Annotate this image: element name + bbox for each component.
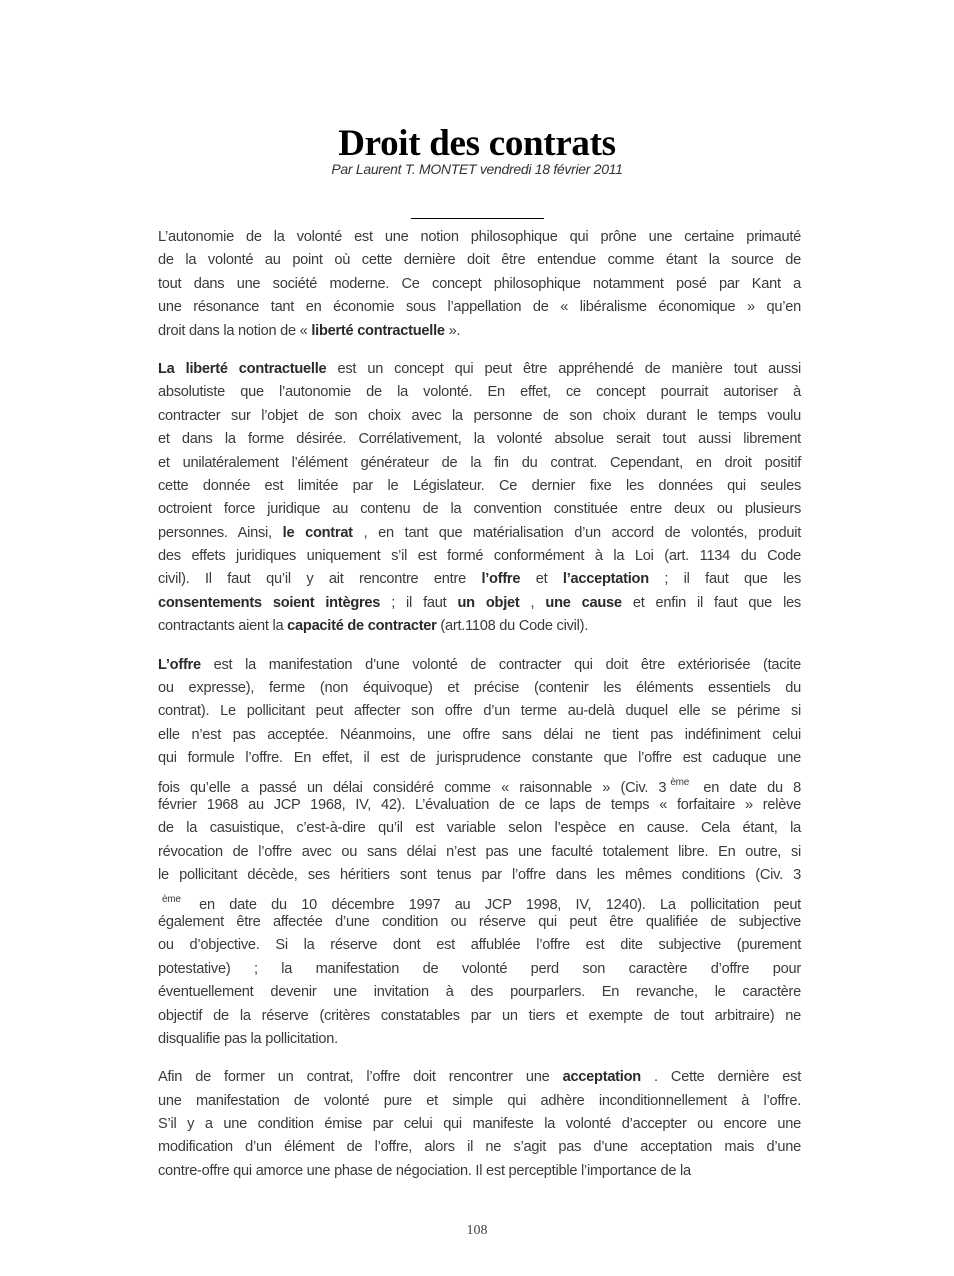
bold-term: une cause	[545, 594, 622, 611]
text-line	[158, 320, 801, 343]
text-segment: disqualifie pas la pollicitation.	[158, 1030, 338, 1047]
text-line	[158, 981, 801, 1004]
title-divider	[411, 218, 544, 219]
text-segment: , en tant que matérialisation d’un accord de volontés, produit	[352, 524, 801, 541]
text-line	[158, 677, 801, 700]
text-segment: de la casuistique, c’est-à-dire qu’il est variable selon l’espèce en cause. Cela étant, la	[158, 820, 801, 837]
text-segment: des effets juridiques uniquement s’il est formé conformément à la Loi (art. 1134 du Code	[158, 548, 801, 565]
text-segment: éventuellement devenir une invitation à des pourparlers. En revanche, le caractère	[158, 984, 801, 1001]
text-segment: L’autonomie de la volonté est une notion philosophique qui prône une certaine primauté	[158, 229, 801, 245]
text-segment: . Cette dernière est	[640, 1069, 801, 1086]
text-segment: modification d’un élément de l’offre, alors il ne s’agit pas d’une acceptation mais d’une	[158, 1139, 801, 1156]
text-line	[158, 249, 801, 272]
text-line	[158, 273, 801, 296]
text-segment: révocation de l’offre avec ou sans délai n’est pas une faculté totalement libre. En outre, si	[158, 843, 801, 860]
text-segment: contracter sur l’objet de son choix avec la personne de son choix durant le temps voulu	[158, 407, 801, 424]
text-line	[158, 888, 801, 911]
text-line	[158, 724, 801, 747]
article-body	[158, 226, 801, 1198]
text-segment: et dans la forme désirée. Corrélativement, la volonté absolue serait tout aussi librement	[158, 431, 801, 448]
text-line	[158, 226, 801, 249]
text-line	[158, 475, 801, 498]
text-line	[158, 1028, 801, 1051]
bold-term: capacité de contracter	[287, 618, 437, 635]
bold-term: l’acceptation	[562, 571, 649, 588]
text-line	[158, 700, 801, 723]
paragraph	[158, 654, 801, 1052]
text-line	[158, 817, 801, 840]
text-line	[158, 841, 801, 864]
page-number: 108	[466, 1223, 488, 1238]
text-segment: objectif de la réserve (critères constatables par un tiers et exempte de tout arbitraire) ne	[158, 1007, 801, 1024]
text-segment: civil). Il faut qu’il y ait rencontre entre	[158, 571, 482, 588]
text-segment: Afin de former un contrat, l’offre doit rencontrer une	[158, 1069, 563, 1086]
text-segment: absolutiste que l’autonomie de la volonté. En effet, ce concept pourrait autoriser à	[158, 384, 801, 401]
text-segment: ».	[444, 322, 461, 339]
text-segment: également être affectée d’une condition ou réserve qui peut être qualifiée de subjective	[158, 913, 801, 930]
text-line	[158, 498, 801, 521]
text-line	[158, 911, 801, 934]
text-segment: ,	[519, 594, 546, 611]
text-line	[158, 405, 801, 428]
text-segment: une résonance tant en économie sous l’appellation de « libéralisme économique » qu’en	[158, 299, 801, 316]
text-segment: droit dans la notion de «	[158, 322, 312, 339]
text-segment: personnes. Ainsi,	[158, 524, 283, 541]
text-segment: elle n’est pas acceptée. Néanmoins, une offre sans délai ne tient pas indéfiniment celui	[158, 726, 801, 743]
text-segment: et	[520, 571, 563, 588]
bold-term: L’offre	[158, 656, 201, 673]
text-line	[158, 1160, 801, 1183]
article-byline: Par Laurent T. MONTET vendredi 18 février 2011	[331, 161, 623, 177]
text-segment: octroient force juridique au contenu de la convention constituée entre deux ou plusieurs	[158, 501, 801, 518]
text-line	[158, 452, 801, 475]
text-line	[158, 381, 801, 404]
paragraph	[158, 226, 801, 343]
text-segment: ; il faut que les	[648, 571, 801, 588]
text-line	[158, 934, 801, 957]
text-line	[158, 864, 801, 887]
article-title: Droit des contrats	[338, 123, 616, 164]
paragraph	[158, 1066, 801, 1183]
bold-term: consentements soient intègres	[158, 594, 381, 611]
text-line	[158, 358, 801, 381]
paragraph	[158, 358, 801, 639]
text-line	[158, 771, 801, 794]
text-line	[158, 522, 801, 545]
bold-term: acceptation	[562, 1069, 641, 1086]
text-segment: le pollicitant décède, ses héritiers sont tenus par l’offre dans les mêmes conditions (Civ. 3	[158, 867, 801, 884]
text-line	[158, 428, 801, 451]
text-line	[158, 545, 801, 568]
superscript: ème	[670, 776, 690, 788]
text-line	[158, 296, 801, 319]
text-segment: contractants aient la	[158, 618, 288, 635]
text-segment: fois qu’elle a passé un délai considéré comme « raisonnable » (Civ. 3	[158, 779, 667, 796]
text-segment: ; il faut	[380, 594, 458, 611]
text-line	[158, 1005, 801, 1028]
text-line	[158, 958, 801, 981]
text-segment: contre-offre qui amorce une phase de négociation. Il est perceptible l’importance de la	[158, 1162, 691, 1179]
text-segment: est un concept qui peut être appréhendé de manière tout aussi	[326, 360, 801, 377]
text-segment: en date du 8	[693, 779, 801, 796]
text-segment: (art.1108 du Code civil).	[436, 618, 589, 635]
text-line	[158, 1113, 801, 1136]
text-segment: cette donnée est limitée par le Législateur. Ce dernier fixe les données qui seules	[158, 477, 801, 494]
text-segment: février 1968 au JCP 1968, IV, 42). L’évaluation de ce laps de temps « forfaitaire » relève	[158, 796, 801, 813]
text-line	[158, 794, 801, 817]
text-segment: ou d’objective. Si la réserve dont est affublée l’offre est dite subjective (purement	[158, 937, 801, 954]
text-segment: potestative) ; la manifestation de volonté perd son caractère d’offre pour	[158, 960, 801, 977]
bold-term: un objet	[457, 594, 520, 611]
text-line	[158, 1136, 801, 1159]
bold-term: La liberté contractuelle	[158, 360, 327, 377]
bold-term: liberté contractuelle	[311, 322, 445, 339]
bold-term: le contrat	[282, 524, 353, 541]
text-segment: et enfin il faut que les	[621, 594, 801, 611]
superscript: ème	[162, 893, 181, 905]
text-line	[158, 654, 801, 677]
text-segment: ou expresse), ferme (non équivoque) et précise (contenir les éléments essentiels du	[158, 680, 801, 697]
text-line	[158, 1090, 801, 1113]
text-line	[158, 1066, 801, 1089]
text-segment: en date du 10 décembre 1997 au JCP 1998, IV, 1240). La pollicitation peut	[184, 896, 801, 913]
text-segment: contrat). Le pollicitant peut affecter son offre d’un terme au-delà duquel elle se périme si	[158, 703, 801, 720]
text-segment: et unilatéralement l’élément générateur de la fin du contrat. Cependant, en droit positif	[158, 454, 801, 471]
text-segment: de la volonté au point où cette dernière doit être entendue comme étant la source de	[158, 252, 801, 269]
text-line	[158, 568, 801, 591]
text-segment: S’il y a une condition émise par celui qui manifeste la volonté d’accepter ou encore une	[158, 1116, 801, 1133]
text-line	[158, 747, 801, 770]
text-segment: est la manifestation d’une volonté de contracter qui doit être extériorisée (tacite	[200, 656, 801, 673]
text-segment: qui formule l’offre. En effet, il est de jurisprudence constante que l’offre est caduque une	[158, 750, 801, 767]
bold-term: l’offre	[481, 571, 521, 588]
text-segment: tout dans une société moderne. Ce concept philosophique notamment posé par Kant a	[158, 275, 801, 292]
text-line	[158, 592, 801, 615]
text-line	[158, 615, 801, 638]
text-segment: une manifestation de volonté pure et simple qui adhère inconditionnellement à l’offre.	[158, 1092, 801, 1109]
